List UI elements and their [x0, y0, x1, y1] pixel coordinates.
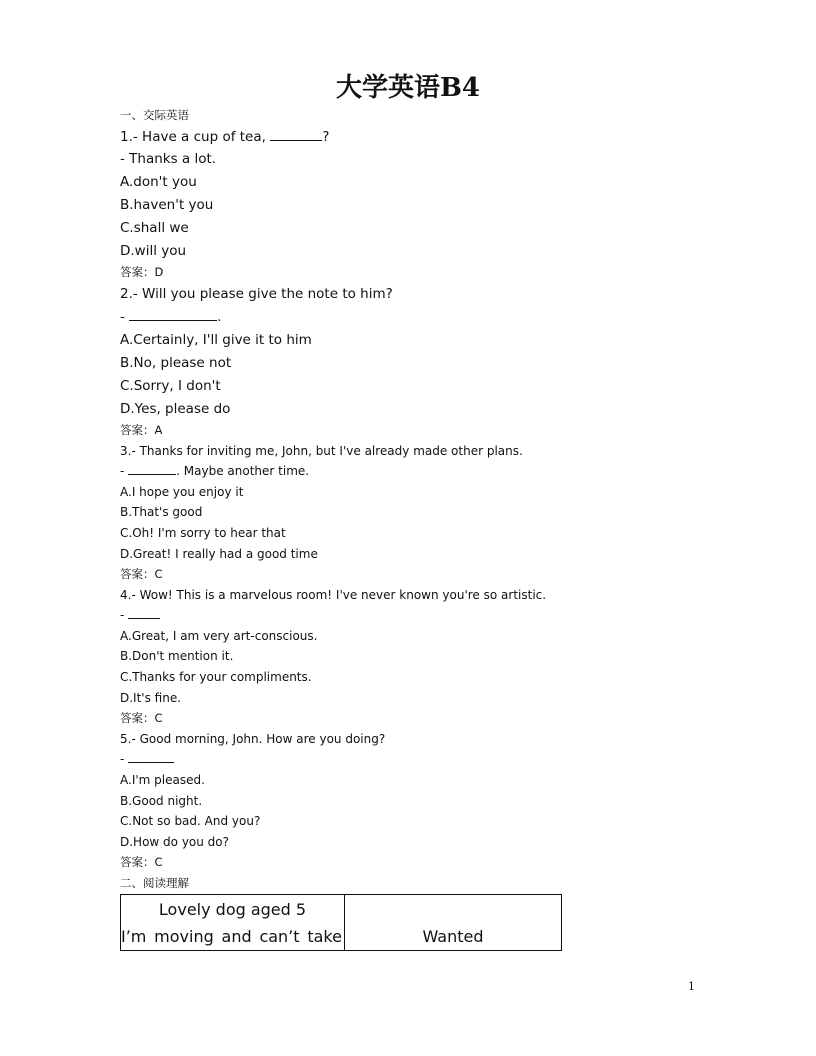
question-2-response-prefix: -: [120, 309, 130, 325]
question-3-stem: 3.- Thanks for inviting me, John, but I've already made other plans.: [120, 444, 523, 458]
document-title: 大学英语B4: [335, 73, 481, 103]
ad-word: can’t: [259, 927, 300, 946]
question-3-option-d: D.Great! I really had a good time: [120, 547, 318, 561]
question-5-option-a: A.I'm pleased.: [120, 773, 205, 787]
question-1-option-c: C.shall we: [120, 220, 189, 236]
table-row: [121, 895, 562, 951]
section-heading-communication: 一、交际英语: [120, 108, 189, 122]
question-5-option-c: C.Not so bad. And you?: [120, 814, 261, 828]
question-3-response: [120, 463, 309, 479]
table-cell-right: [345, 895, 562, 951]
question-4-response-prefix: -: [120, 608, 129, 622]
question-1-option-b: B.haven't you: [120, 197, 214, 213]
reading-table: [120, 894, 562, 951]
answer-blank: [128, 751, 174, 763]
question-2-option-c: C.Sorry, I don't: [120, 378, 221, 394]
question-5-option-d: D.How do you do?: [120, 835, 230, 849]
question-1-stem-text: 1.- Have a cup of tea,: [120, 129, 271, 145]
question-1-stem-end: ?: [322, 129, 330, 145]
question-5-option-b: B.Good night.: [120, 794, 203, 808]
question-3-option-a: A.I hope you enjoy it: [120, 485, 244, 499]
question-4-answer: 答案：C: [120, 711, 163, 725]
question-2-stem: 2.- Will you please give the note to him?: [120, 286, 393, 302]
question-2-response: [120, 308, 221, 326]
question-3-option-c: C.Oh! I'm sorry to hear that: [120, 526, 286, 540]
question-3-response-prefix: -: [120, 464, 129, 478]
ad-heading-wanted: Wanted: [422, 927, 484, 946]
question-3-response-suffix: . Maybe another time.: [176, 464, 310, 478]
question-5-response-prefix: -: [120, 752, 129, 766]
answer-blank: [128, 607, 160, 619]
ad-headline: Lovely dog aged 5: [158, 900, 307, 919]
question-4-option-b: B.Don't mention it.: [120, 649, 234, 663]
question-5-stem: 5.- Good morning, John. How are you doing?: [120, 732, 386, 746]
question-2-option-d: D.Yes, please do: [120, 401, 231, 417]
question-4-option-a: A.Great, I am very art-conscious.: [120, 629, 318, 643]
question-5-answer: 答案：C: [120, 855, 163, 869]
question-4-option-c: C.Thanks for your compliments.: [120, 670, 312, 684]
question-1-option-a: A.don't you: [120, 174, 197, 190]
ad-word: and: [221, 927, 252, 946]
question-4-option-d: D.It's fine.: [120, 691, 182, 705]
ad-text-line: [121, 924, 344, 950]
question-2-option-a: A.Certainly, I'll give it to him: [120, 332, 312, 348]
ad-word: I’m: [121, 927, 147, 946]
answer-blank: [128, 463, 176, 475]
question-3-option-b: B.That's good: [120, 505, 203, 519]
question-4-stem: 4.- Wow! This is a marvelous room! I've never known you're so artistic.: [120, 588, 547, 602]
question-5-response: [120, 751, 174, 767]
question-2-response-suffix: .: [217, 309, 222, 325]
table-cell-left: [121, 895, 345, 951]
question-1-answer: 答案：D: [120, 265, 164, 279]
question-1-stem: [120, 128, 329, 146]
ad-word: moving: [154, 927, 214, 946]
answer-blank: [129, 308, 217, 321]
ad-word: take: [307, 927, 342, 946]
page-number: 1: [688, 980, 695, 993]
answer-blank: [270, 128, 322, 141]
question-2-answer: 答案：A: [120, 423, 163, 437]
question-1-response: - Thanks a lot.: [120, 151, 217, 167]
question-2-option-b: B.No, please not: [120, 355, 232, 371]
section-heading-reading: 二、阅读理解: [120, 876, 189, 890]
question-4-response: [120, 607, 160, 623]
question-1-option-d: D.will you: [120, 243, 187, 259]
question-3-answer: 答案：C: [120, 567, 163, 581]
